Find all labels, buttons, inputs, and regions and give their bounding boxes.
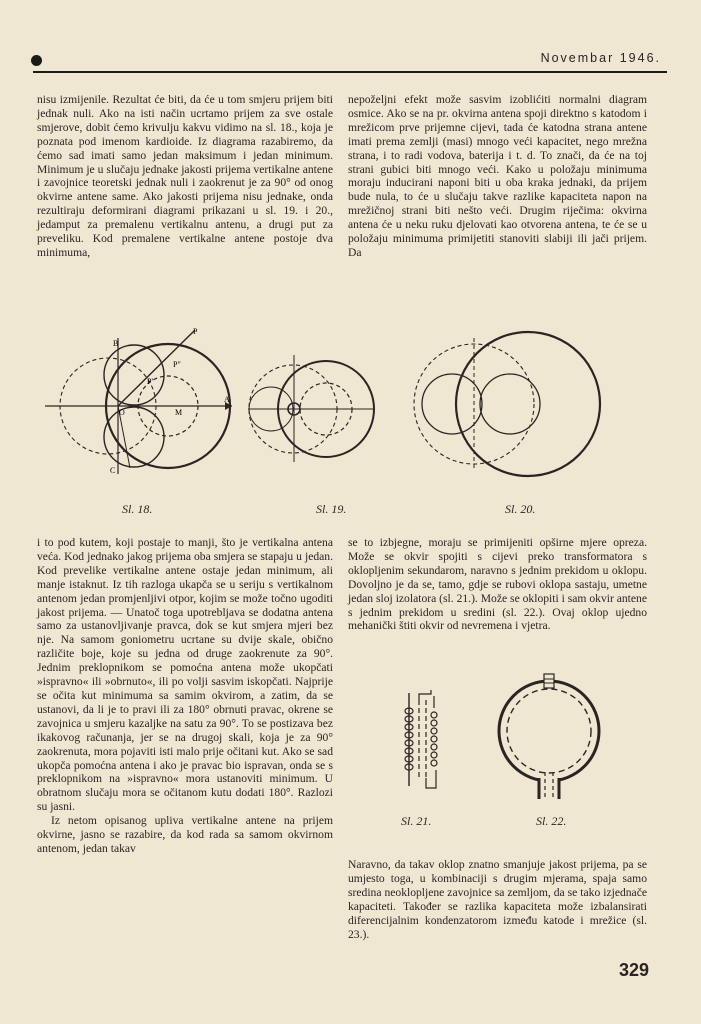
caption-fig21: Sl. 21. <box>401 814 432 828</box>
fig22-outer-shield <box>499 681 599 781</box>
caption-fig20: Sl. 20. <box>505 502 536 516</box>
paragraph: Iz netom opisanog upliva vertikalne antene na prijem okvirne, jasno se razabire, da kod rada sa samom okvirnom antenom, jedan takav <box>37 814 333 855</box>
fig18-label-b: B <box>113 339 119 348</box>
paragraph: nisu izmijenile. Rezultat će biti, da će u tom smjeru prijem biti jednak nuli. Ako na isti način ucrtamo prijem za sve ostale smjerove, dobit ćemo krivulju kakvu vidimo na sl. 18., koja je poznata pod imenom kardioide. Iz diagrama razabiremo, da ćemo sad imati samo jedan maksimum i jedan minimum. Minimum je u slučaju jednake jakosti prijema vertikalne antene i zavojnice teoretski jednak nuli i zaokrenut je za 90° od onog okvirne antene same. Ako jakosti prijema nisu jednake, onda rezultiraju deformirani diagrami prikazani u sl. 19. i 20., jedamput za premalenu vertikalnu antenu, a drugi put za preveliku. Kod premalene vertikalne antene postoje dva minimuma, <box>37 93 333 259</box>
fig22-insulator-gap <box>544 674 554 688</box>
fig21-bottom-lead <box>426 770 436 788</box>
fig18-label-a: A <box>224 395 230 404</box>
column-bottom-right-continued <box>348 858 647 941</box>
paragraph: nepoželjni efekt može sasvim izoblićiti normalni diagram osmice. Ako se na pr. okvirna antena spoji direktno s katodom i mrežicom prve prijemne cijevi, tada će katodna strana antene imati prema zemlji (masi) mnogo veći kapacitet, nego mrežna strana, i to radi vodova, baterija i t. d. To znači, da će na toj strani gubici biti mnogo veći. Kako u položaju minimuma moraju inducirani naponi biti u oba kraka jednaki, da prijem bude nula, to će u slučaju takve razlike kapaciteta napon na mrežičnoj strani biti nešto veći. Drugim riječima: okvirna antena će u neku ruku djelovati kao otvorena antena, te će se u položaju minimuma primijetiti stanoviti slabiji ili jači prijem. Da <box>348 93 647 259</box>
fig18-label-p: P <box>193 327 198 336</box>
caption-fig18: Sl. 18. <box>122 502 153 516</box>
caption-fig19: Sl. 19. <box>316 502 347 516</box>
paragraph: Naravno, da takav oklop znatno smanjuje jakost prijema, pa se umjesto toga, u kombinaciji s drugim mjerama, spaja samo sredina neoklopljene zavojnice sa zemljom, da se tako izjednače kapaciteti. Također se razlika kapaciteta može izbalansirati diferencijalnim kondenzatorom između katode i mrežice (sl. 23.). <box>348 858 647 941</box>
figure-21-diagram <box>405 690 437 788</box>
fig18-label-o: O <box>119 408 125 417</box>
fig21-top-lead <box>419 690 431 700</box>
fig18-label-p1: P' <box>147 377 153 386</box>
fig18-label-p2: P" <box>173 360 181 369</box>
fig21-secondary-coil <box>431 712 437 766</box>
fig18-label-c: C <box>110 466 116 475</box>
figure-22-diagram <box>499 674 599 799</box>
header-date: Novembar 1946. <box>540 51 661 65</box>
fig18-label-m: M <box>175 408 183 417</box>
paragraph: i to pod kutem, koji postaje to manji, što je vertikalna antena veća. Kod jednako jakog prijema oba smjera se stapaju u jedan. Kod prevelike vertikalne antene ostaje jedan minimum, ali manje istaknut. Iz tih razloga ukapča se u seriju s vertikalnom antenom jedan promjenljivi otpor, kojim se može točno ugoditi jakost prijema. — Unatoč toga upotrebljava se dodatna antena samo za ustanovljivanje pravca, dok se kut smjera mjeri bez nje. Na samom goniometru ucrtane su dvije skale, obično različite boje, koje su jedna od druge zaokrenute za 90°. Jednim preklopnikom se pomoćna antena može ukopčati »ispravno« ili »obrnuto«, ili po volji sasvim iskopčati. Najprije se očita kut minimuma sa samim okvirom, a zatim, da se ustanovi, da li je to pravi ili za 180° obrnuti pravac, okrene se zavojnica u smjeru kazaljke na satu za 90°. To se postizava bez ikakovog računanja, jer se na drugoj skali, koja je za 90° zaokrenuta, mora pojaviti isti malo prije očitani kut. Ako se sad ukopča pomoćna antena i ako je pravac bio ispravan, onda se s preklopnikom na »ispravno« mora ustanoviti minimum. U obratnom slučaju mora se očitanom kutu dodati 180°. Razlozi su jasni. <box>37 536 333 814</box>
fig22-stem-mask <box>539 775 559 799</box>
fig22-inner-loop <box>507 689 591 773</box>
page-number: 329 <box>618 960 649 980</box>
paragraph: se to izbjegne, moraju se primijeniti opširne mjere opreza. Može se okvir spojiti s cijevi preko transformatora s oklopljenim sekundarom, naravno s jednim prekidom u oklopu. Dovoljno je da se, tamo, gdje se rubovi oklopa sastaju, umetne jedan sloj izolatora (sl. 21.). Može se oklopiti i sam okvir antene s jednim prekidom u sredini (sl. 22.). Ovaj oklop ujedno mehanički štiti okvir od nevremena i vjetra. <box>348 536 647 633</box>
caption-fig22: Sl. 22. <box>536 814 567 828</box>
